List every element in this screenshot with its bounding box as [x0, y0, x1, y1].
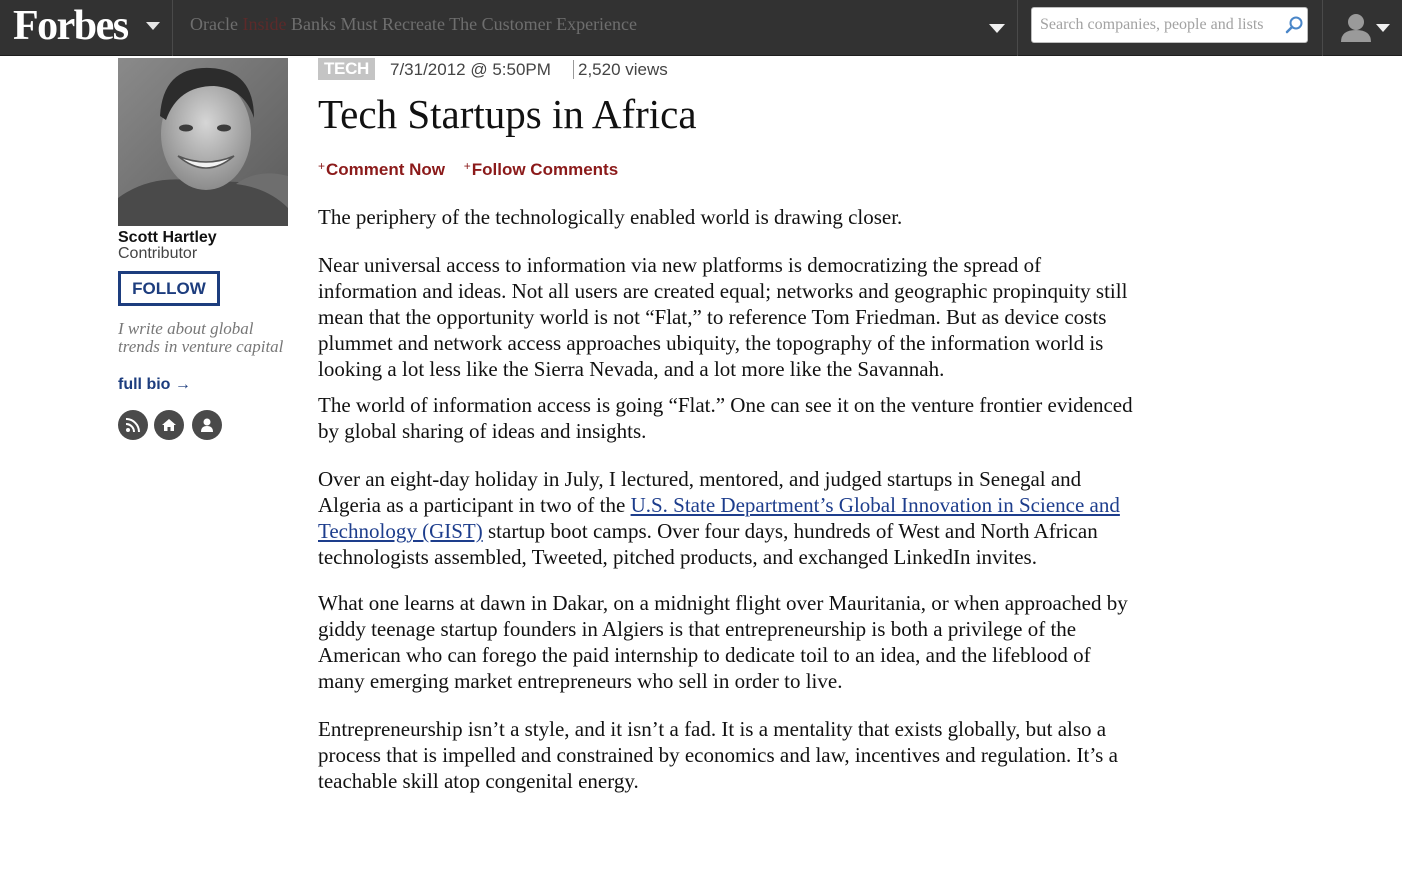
rss-icon — [125, 417, 141, 433]
user-menu-caret-icon[interactable] — [1376, 24, 1390, 32]
home-button[interactable] — [154, 410, 184, 440]
divider — [573, 60, 574, 79]
plus-icon: + — [318, 159, 326, 173]
paragraph — [318, 466, 1138, 570]
ticker-headline: Banks Must Recreate The Customer Experience — [290, 14, 638, 34]
paragraph-text: startup boot camps. Over four days, hundreds of West and North African technologists assembled, Tweeted, pitched products, and exchanged LinkedIn invites. — [318, 519, 1098, 569]
comment-now-label: Comment Now — [326, 160, 446, 179]
search-icon[interactable] — [1284, 15, 1304, 35]
ticker-dropdown-caret-icon[interactable] — [989, 24, 1005, 33]
paragraph: What one learns at dawn in Dakar, on a midnight flight over Mauritania, or when approached by giddy teenage startup founders in Algiers is that entrepreneurship is both a privilege of the American who can forego the paid internship to dedicate toil to an idea, and the lifeblood of many emerging market entrepreneurs who sell in order to live. — [318, 591, 1128, 693]
divider — [172, 0, 173, 56]
full-bio-link[interactable]: full bio → — [118, 376, 191, 393]
article-title: Tech Startups in Africa — [318, 91, 697, 137]
paragraph: The world of information access is going “Flat.” One can see it on the venture frontier evidenced by global sharing of ideas and insights. — [318, 393, 1133, 443]
follow-comments-label: Follow Comments — [471, 160, 619, 179]
menu-caret-icon[interactable] — [146, 22, 160, 30]
search-box — [1031, 7, 1308, 43]
follow-comments-link[interactable] — [464, 160, 618, 179]
author-bio: I write about global trends in venture capital — [118, 319, 284, 356]
divider — [1322, 0, 1323, 56]
channel-badge[interactable]: TECH — [318, 58, 375, 80]
ticker-prefix: Oracle — [190, 14, 238, 34]
headline-ticker[interactable] — [190, 14, 637, 35]
top-navigation-bar — [0, 0, 1402, 56]
home-icon — [161, 417, 177, 433]
ticker-ghost-text: Inside — [242, 14, 287, 34]
author-portrait-image — [118, 58, 288, 226]
divider — [1017, 0, 1018, 56]
author-name[interactable]: Scott Hartley — [118, 229, 217, 246]
author-role: Contributor — [118, 245, 198, 262]
follow-author-button[interactable]: FOLLOW — [118, 271, 220, 306]
author-photo[interactable] — [118, 58, 288, 226]
article-body — [318, 204, 1138, 794]
gist-link[interactable]: U.S. State Department’s Global Innovation in Science and Technology (GIST) — [318, 493, 1120, 543]
comment-actions — [318, 159, 618, 180]
paragraph: The periphery of the technologically enabled world is drawing closer. — [318, 205, 903, 229]
profile-icon — [199, 417, 215, 433]
forbes-logo[interactable]: Forbes — [13, 3, 128, 49]
view-count: 2,520 views — [578, 60, 668, 79]
rss-button[interactable] — [118, 410, 148, 440]
publish-date: 7/31/2012 @ 5:50PM — [390, 60, 551, 79]
paragraph: Near universal access to information via new platforms is democratizing the spread of information and ideas. Not all users are created equal; networks and geographic propinquity still mean that the opportunity world is not “Flat,” to reference Tom Friedman. But as device costs plummet and network access approaches ubiquity, the topography of the information world is looking a lot less like the Sierra Nevada, and a lot more like the Savannah. — [318, 253, 1128, 381]
profile-button[interactable] — [192, 410, 222, 440]
paragraph: Entrepreneurship isn’t a style, and it isn’t a fad. It is a mentality that exists globally, but also a process that is impelled and constrained by economics and law, incentives and regulation. It’s a teachable skill atop congenital energy. — [318, 717, 1118, 793]
comment-now-link[interactable] — [318, 160, 445, 179]
search-input[interactable] — [1040, 14, 1290, 36]
user-account-icon[interactable] — [1339, 12, 1373, 42]
plus-icon: + — [463, 159, 471, 173]
paragraph-text: Over an eight-day holiday in July, I lectured, mentored, and judged startups in Senegal and Algeria as a participant in two of the — [318, 467, 1082, 517]
